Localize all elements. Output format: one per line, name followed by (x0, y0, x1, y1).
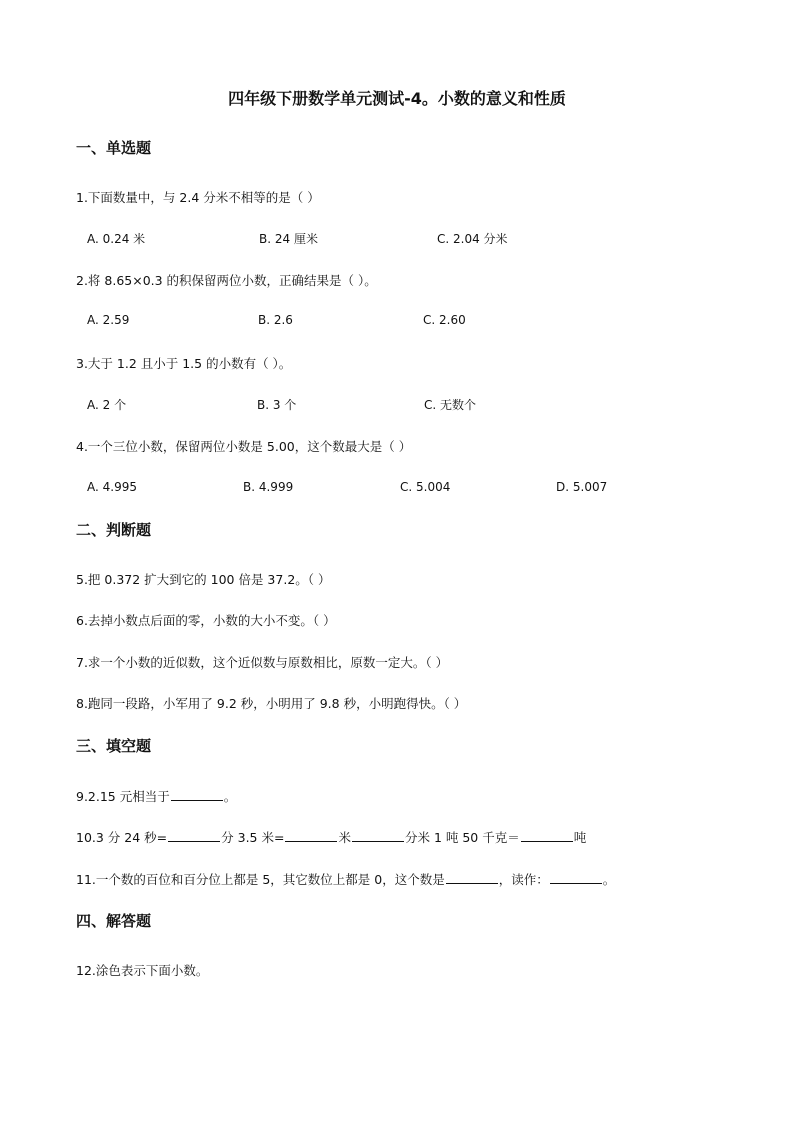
q4-option-a: A. 4.995 (87, 480, 137, 494)
q9-text-pre: 9.2.15 元相当于 (76, 789, 170, 804)
q1-option-b: B. 24 厘米 (259, 232, 318, 246)
q3-option-a: A. 2 个 (87, 398, 127, 412)
q10-answer-blank-4[interactable] (521, 829, 573, 842)
q10-answer-blank-2[interactable] (285, 829, 337, 842)
question-2: 2.将 8.65×0.3 的积保留两位小数，正确结果是（ ）。 (76, 273, 377, 288)
q11-text-1: 11.一个数的百位和百分位上都是 5，其它数位上都是 0，这个数是 (76, 872, 445, 887)
q10-answer-blank-3[interactable] (352, 829, 404, 842)
q10-text-5: 吨 (573, 830, 587, 845)
question-8: 8.跑同一段路，小军用了 9.2 秒，小明用了 9.8 秒，小明跑得快。（ ） (76, 696, 467, 711)
q10-answer-blank-1[interactable] (168, 829, 220, 842)
section-heading-solve: 四、解答题 (76, 912, 152, 930)
q2-option-a: A. 2.59 (87, 313, 130, 327)
question-3: 3.大于 1.2 且小于 1.5 的小数有（ ）。 (76, 356, 292, 371)
question-12: 12.涂色表示下面小数。 (76, 963, 209, 978)
question-10 (76, 828, 586, 846)
question-5: 5.把 0.372 扩大到它的 100 倍是 37.2。（ ） (76, 572, 331, 587)
question-4: 4.一个三位小数，保留两位小数是 5.00，这个数最大是（ ） (76, 439, 412, 454)
q3-option-c: C. 无数个 (424, 398, 477, 412)
q10-text-2: 分 3.5 米= (221, 830, 285, 845)
q3-option-b: B. 3 个 (257, 398, 297, 412)
q11-answer-blank-2[interactable] (550, 871, 602, 884)
q11-text-3: 。 (602, 872, 616, 887)
q2-option-b: B. 2.6 (258, 313, 293, 327)
q9-answer-blank[interactable] (171, 788, 223, 801)
q11-answer-blank-1[interactable] (446, 871, 498, 884)
q1-option-a: A. 0.24 米 (87, 232, 146, 246)
q10-text-4: 分米 1 吨 50 千克＝ (404, 830, 520, 845)
q10-text-3: 米 (338, 830, 351, 845)
section-heading-fill-in: 三、填空题 (76, 737, 152, 755)
page-title: 四年级下册数学单元测试-4。小数的意义和性质 (228, 89, 566, 108)
q9-text-post: 。 (223, 789, 237, 804)
q2-option-c: C. 2.60 (423, 313, 466, 327)
q4-option-b: B. 4.999 (243, 480, 294, 494)
question-7: 7.求一个小数的近似数，这个近似数与原数相比，原数一定大。（ ） (76, 655, 449, 670)
section-heading-true-false: 二、判断题 (76, 521, 152, 539)
q4-option-d: D. 5.007 (556, 480, 608, 494)
section-heading-single-choice: 一、单选题 (76, 139, 152, 157)
q4-option-c: C. 5.004 (400, 480, 451, 494)
q11-text-2: ，读作： (498, 872, 549, 887)
question-1: 1.下面数量中，与 2.4 分米不相等的是（ ） (76, 190, 320, 205)
question-11 (76, 870, 615, 888)
question-9 (76, 787, 236, 805)
q1-option-c: C. 2.04 分米 (437, 232, 508, 246)
q10-text-1: 10.3 分 24 秒= (76, 830, 168, 845)
question-6: 6.去掉小数点后面的零，小数的大小不变。（ ） (76, 613, 336, 628)
